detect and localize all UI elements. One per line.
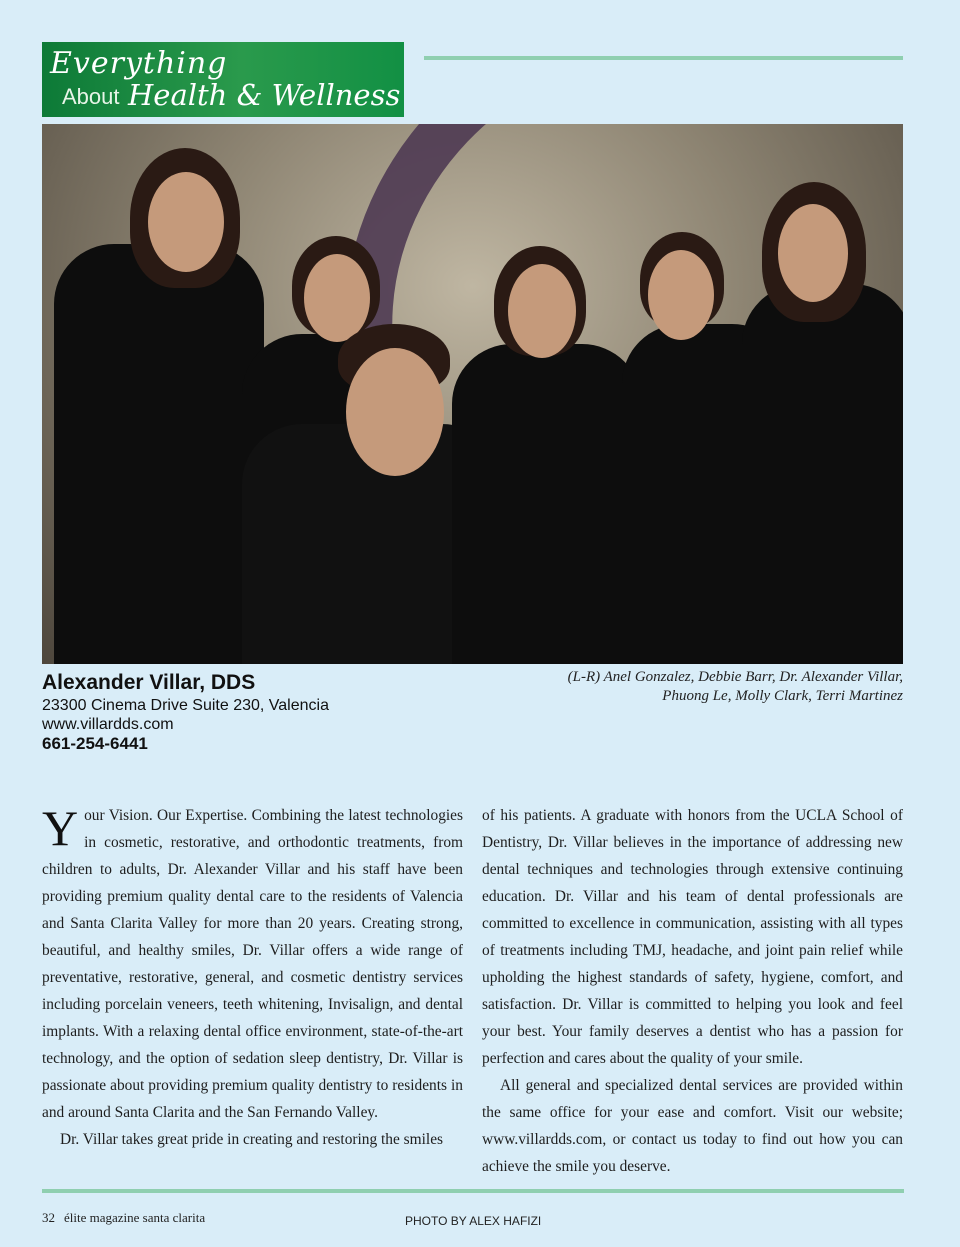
section-banner [42, 42, 404, 117]
person-silhouette [742, 284, 903, 664]
person-silhouette [452, 344, 642, 664]
page-number: 32 [42, 1210, 55, 1225]
article-column-right [482, 802, 903, 1180]
practice-address: 23300 Cinema Drive Suite 230, Valencia [42, 697, 329, 714]
photo-caption [568, 668, 903, 706]
person-face [778, 204, 848, 302]
magazine-name: élite magazine santa clarita [64, 1210, 206, 1225]
team-photo [42, 124, 903, 664]
top-divider [424, 56, 903, 60]
person-face [508, 264, 576, 358]
article-paragraph: Dr. Villar takes great pride in creating and restoring the smiles [60, 1131, 444, 1148]
person-face [346, 348, 444, 476]
article-paragraph [42, 802, 463, 1126]
banner-title-about: About [62, 84, 120, 109]
banner-title-health-wellness: Health & Wellness [128, 78, 401, 112]
person-face [304, 254, 370, 342]
practice-phone: 661-254-6441 [42, 734, 148, 753]
caption-line-2: Phuong Le, Molly Clark, Terri Martinez [662, 688, 903, 704]
article-column-left [42, 802, 463, 1153]
caption-line-1: (L-R) Anel Gonzalez, Debbie Barr, Dr. Alexander Villar, [567, 669, 903, 685]
person-face [648, 250, 714, 340]
banner-title-everything: Everything [50, 46, 228, 81]
practice-website: www.villardds.com [42, 716, 174, 733]
person-face [148, 172, 224, 272]
practice-name: Alexander Villar, DDS [42, 671, 256, 694]
article-paragraph-text: our Vision. Our Expertise. Combining the latest technologies in cosmetic, restorative, and orthodontic treatments, from children to adults, Dr. Alexander Villar and his staff have been providing premium quality dental care to the residents of Valencia and Santa Clarita Valley for more than 20 years. Creating strong, beautiful, and healthy smiles, Dr. Villar offers a wide range of preventative, restorative, general, and cosmetic dentistry services including porcelain veneers, teeth whitening, Invisalign, and dental implants. With a relaxing dental office environment, state-of-the-art technology, and the option of sedation sleep dentistry, Dr. Villar is passionate about providing premium quality dentistry to residents in and around Santa Clarita and the San Fernando Valley. [42, 807, 463, 1121]
article-paragraph: All general and specialized dental services are provided within the same office for your ease and comfort. Visit our website; www.villardds.com, or contact us today to find out how you can achieve the smile you deserve. [482, 1077, 903, 1175]
bottom-divider [42, 1189, 904, 1193]
article-paragraph: of his patients. A graduate with honors from the UCLA School of Dentistry, Dr. Villar believes in the importance of addressing new dental techniques and technologies through extensive continuing education. Dr. Villar and his team of dental professionals are committed to excellence in communication, assisting with all types of treatments including TMJ, headache, and joint pain relief while upholding the highest standards of safety, hygiene, comfort, and satisfaction. Dr. Villar is committed to helping you look and feel your best. Your family deserves a dentist who has a passion for perfection and cares about the quality of your smile. [482, 807, 903, 1067]
drop-cap: Y [42, 800, 79, 856]
photo-credit: PHOTO BY ALEX HAFIZI [405, 1214, 542, 1228]
person-silhouette [54, 244, 264, 664]
